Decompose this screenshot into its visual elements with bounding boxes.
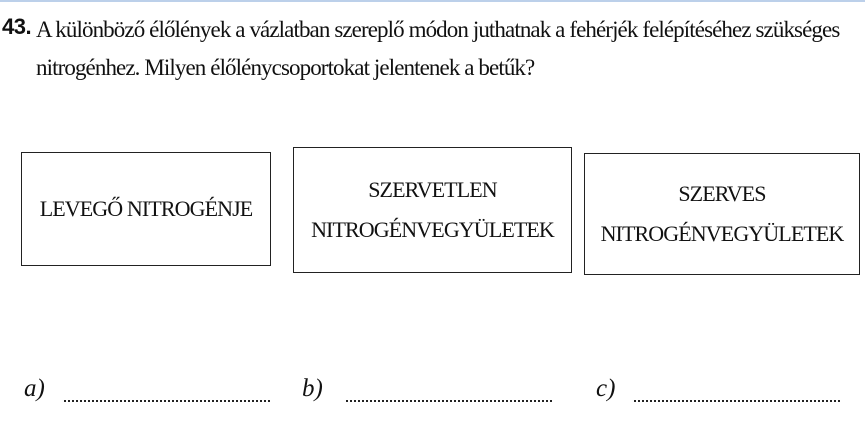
question-text: A különböző élőlények a vázlatban szereplő módon juthatnak a fehérjék felépítéséhez szükséges nitrogénhez. Milyen élőlénycsoportokat jelentenek a betűk?	[36, 17, 840, 80]
box-inorganic-line1: SZERVETLEN	[368, 177, 497, 202]
answer-label-c: c)	[596, 375, 616, 402]
question-number: 43.	[2, 14, 32, 39]
box-organic-line2: NITROGÉNVEGYÜLETEK	[600, 221, 844, 246]
top-border-line	[0, 0, 865, 2]
answer-blank-c[interactable]	[634, 400, 840, 402]
answer-blank-a[interactable]	[64, 400, 270, 402]
box-organic-nitrogen-compounds	[584, 153, 860, 275]
answer-label-a: a)	[24, 375, 45, 402]
answer-label-b: b)	[302, 375, 323, 402]
box-air-nitrogen	[21, 152, 271, 266]
box-inorganic-line2: NITROGÉNVEGYÜLETEK	[311, 217, 554, 242]
box-organic-line1: SZERVES	[678, 181, 766, 206]
answer-blank-b[interactable]	[346, 400, 552, 402]
box-inorganic-nitrogen-compounds	[293, 147, 572, 273]
box-air-nitrogen-label: LEVEGŐ NITROGÉNJE	[39, 196, 253, 221]
